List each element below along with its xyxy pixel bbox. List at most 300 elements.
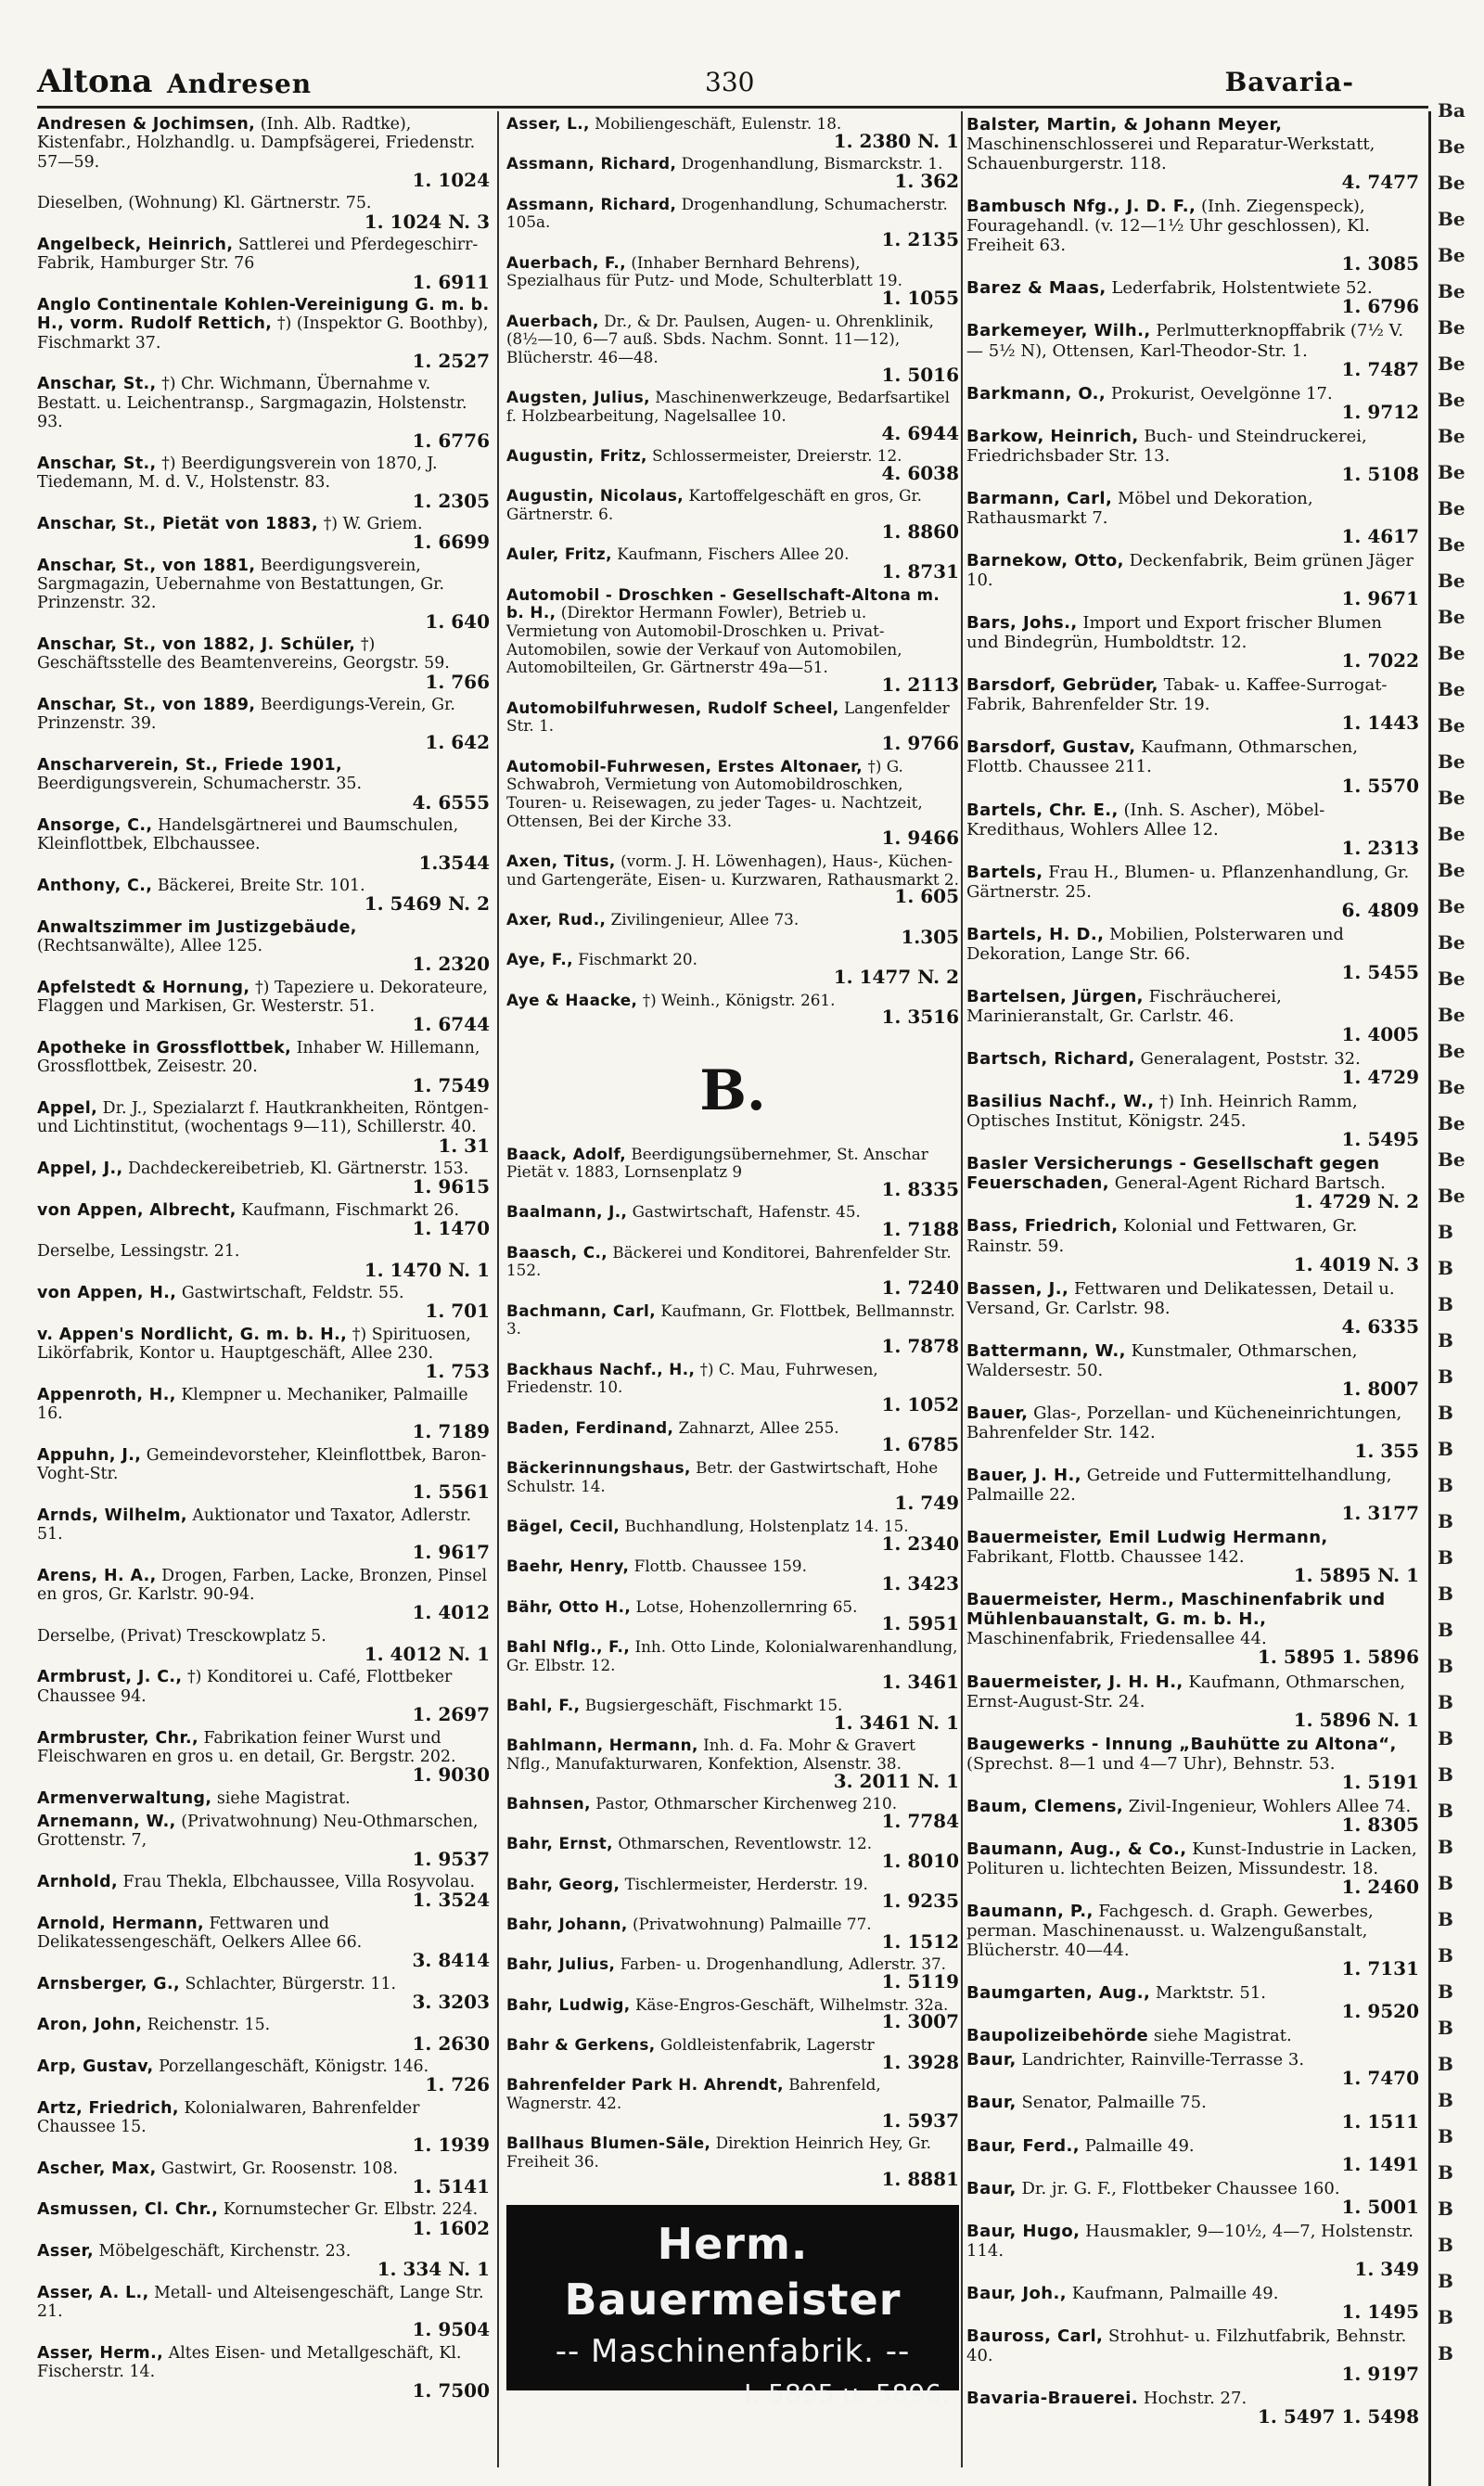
- directory-entry: [966, 321, 1419, 378]
- entry-name: Appel, J.,: [37, 1159, 123, 1178]
- directory-entry: [37, 557, 490, 631]
- directory-entry: [37, 1627, 490, 1664]
- directory-entry: [966, 115, 1419, 192]
- entry-name: Basilius Nachf., W.,: [966, 1092, 1155, 1112]
- entry-details: Inh. Otto Linde, Kolonialwarenhandlung, Gr. Elbstr. 12.: [506, 1636, 958, 1674]
- directory-entry: [506, 487, 959, 541]
- entry-details: †) Inh. Heinrich Ramm, Optisches Institut, Königstr. 245.: [966, 1092, 1358, 1132]
- telephone-number: 3. 2011 N. 1: [833, 1769, 959, 1792]
- telephone-number: 1.3544: [418, 851, 490, 874]
- entry-details: Buchhandlung, Holstenplatz 14. 15.: [624, 1516, 909, 1535]
- entry-name: Bahrenfelder Park H. Ahrendt,: [506, 2075, 784, 2095]
- entry-name: Bartels, Chr. E.,: [966, 800, 1119, 820]
- entry-name: Anschar, St., von 1889,: [37, 695, 256, 714]
- directory-entry: [966, 1049, 1419, 1087]
- edge-fragment: B: [1438, 2198, 1453, 2220]
- entry-details: Maschinenwerkzeuge, Bedarfsartikel f. Holzbearbeitung, Nagelsallee 10.: [506, 388, 951, 425]
- edge-fragment: Be: [1438, 1185, 1465, 1207]
- directory-entry: [37, 2016, 490, 2053]
- telephone-number: 1. 7240: [881, 1276, 959, 1300]
- directory-entry: [966, 1341, 1419, 1399]
- telephone-number: 1. 31: [438, 1134, 490, 1157]
- directory-entry: [37, 1567, 490, 1622]
- entry-details: Sattlerei und Pferdegeschirr-Fabrik, Hamburger Str. 76: [37, 236, 479, 274]
- directory-entry: [37, 756, 490, 812]
- entry-details: Strohhut- u. Filzhutfabrik, Behnstr. 40.: [966, 2326, 1407, 2366]
- directory-entry: [966, 1735, 1419, 1792]
- entry-details: Kartoffelgeschäft en gros, Gr. Gärtnerstr. 6.: [506, 486, 922, 524]
- directory-entry: [966, 1154, 1419, 1211]
- telephone-number: 1. 5895 1. 5896: [1258, 1646, 1419, 1669]
- entry-name: Anschar, St., von 1881,: [37, 556, 256, 575]
- directory-entry: [506, 1419, 959, 1454]
- entry-details: Derselbe, Lessingstr. 21.: [37, 1242, 240, 1262]
- telephone-number: 1. 2135: [881, 227, 959, 250]
- telephone-number: 1. 5191: [1341, 1770, 1419, 1793]
- telephone-number: 1. 2527: [412, 350, 490, 373]
- entry-name: Automobil-Fuhrwesen, Erstes Altonaer,: [506, 756, 864, 775]
- telephone-number: 1. 5469 N. 2: [364, 892, 490, 916]
- entry-name: Apotheke in Grossflottbek,: [37, 1038, 292, 1057]
- edge-fragment: Be: [1438, 895, 1465, 917]
- entry-name: Assmann, Richard,: [506, 154, 677, 173]
- telephone-number: 1. 726: [425, 2073, 490, 2096]
- directory-entry: [37, 1326, 490, 1381]
- telephone-number: 1. 9712: [1341, 400, 1419, 423]
- edge-fragment: B: [1438, 2017, 1453, 2039]
- entry-name: Asser, L.,: [506, 114, 590, 133]
- directory-entry: [506, 389, 959, 442]
- entry-name: Bahr, Georg,: [506, 1874, 620, 1893]
- directory-entry: [506, 1697, 959, 1732]
- directory-entry: [37, 1039, 490, 1095]
- entry-details: Fabrikant, Flottb. Chaussee 142.: [966, 1547, 1245, 1568]
- entry-details: Auktionator und Taxator, Adlerstr. 51.: [37, 1506, 472, 1544]
- entry-name: Automobilfuhrwesen, Rudolf Scheel,: [506, 698, 839, 717]
- entry-details: Porzellangeschäft, Königstr. 146.: [159, 2057, 429, 2076]
- edge-fragment: Be: [1438, 1040, 1465, 1062]
- edge-fragment: B: [1438, 1980, 1453, 2003]
- entry-details: †) Weinh., Königstr. 261.: [642, 990, 836, 1009]
- telephone-number: 1. 5016: [881, 363, 959, 386]
- edge-fragment: Be: [1438, 316, 1465, 339]
- telephone-number: 1. 7022: [1341, 649, 1419, 673]
- entry-details: Inhaber W. Hillemann, Grossflottbek, Zeisestr. 20.: [37, 1038, 480, 1077]
- edge-fragment: B: [1438, 2053, 1453, 2075]
- entry-details: Deckenfabrik, Beim grünen Jäger 10.: [966, 550, 1414, 591]
- telephone-number: 1. 4012: [412, 1601, 490, 1624]
- entry-details: (vorm. J. H. Löwenhagen), Haus-, Küchen- und Gartengeräte, Eisen- u. Kurzwaren, Rathausmarkt 2.: [506, 851, 959, 889]
- entry-name: Assmann, Richard,: [506, 194, 677, 213]
- entry-name: Backhaus Nachf., H.,: [506, 1359, 696, 1378]
- entry-details: Inh. d. Fa. Mohr & Gravert Nflg., Manufakturwaren, Konfektion, Alsenstr. 38.: [506, 1736, 915, 1773]
- telephone-number: 1. 3423: [881, 1571, 959, 1595]
- column-2: [506, 114, 959, 2410]
- entry-details: Reichenstr. 15.: [147, 2016, 271, 2035]
- entry-name: Barsdorf, Gustav,: [966, 737, 1136, 758]
- edge-fragment: Be: [1438, 280, 1465, 302]
- ad-subtitle: -- Maschinenfabrik. --: [555, 2333, 911, 2371]
- edge-fragment: Be: [1438, 642, 1465, 664]
- entry-details: Langenfelder Str. 1.: [506, 698, 950, 736]
- entry-details: Kaufmann, Othmarschen, Flottb. Chaussee 211.: [966, 737, 1358, 777]
- entry-details: †) Chr. Wichmann, Übernahme v. Bestatt. u. Leichentransp., Sargmagazin, Holstenstr. 93.: [37, 375, 467, 432]
- entry-name: Ansorge, C.,: [37, 816, 153, 836]
- entry-details: Senator, Palmaille 75.: [1021, 2093, 1207, 2113]
- edge-fragment: B: [1438, 1438, 1453, 1460]
- edge-fragment: B: [1438, 2125, 1453, 2147]
- entry-name: Bahl Nflg., F.,: [506, 1636, 631, 1656]
- edge-fragment: B: [1438, 1365, 1453, 1388]
- directory-entry: [506, 2134, 959, 2188]
- directory-entry: [506, 1795, 959, 1830]
- directory-entry: [966, 2179, 1419, 2217]
- directory-entry: [37, 918, 490, 974]
- directory-entry: [506, 852, 959, 906]
- entry-name: Bass, Friedrich,: [966, 1216, 1119, 1237]
- entry-name: Augustin, Nicolaus,: [506, 486, 684, 506]
- entry-name: Anthony, C.,: [37, 877, 153, 896]
- entry-details: Frau H., Blumen- u. Pflanzenhandlung, Gr. Gärtnerstr. 25.: [966, 862, 1410, 902]
- entry-name: Bäckerinnungshaus,: [506, 1458, 691, 1477]
- entry-name: Baupolizeibehörde: [966, 2026, 1149, 2046]
- directory-entry: [506, 1955, 959, 1991]
- telephone-number: 1. 9520: [1341, 2000, 1419, 2023]
- telephone-number: 4. 6038: [881, 461, 959, 484]
- directory-entry: [37, 1729, 490, 1785]
- entry-details: Palmaille 49.: [1084, 2135, 1195, 2156]
- directory-entry: [37, 1915, 490, 1970]
- entry-details: Mobiliengeschäft, Eulenstr. 18.: [595, 114, 842, 133]
- entry-name: von Appen, Albrecht,: [37, 1200, 237, 1220]
- entry-details: †) C. Mau, Fuhrwesen, Friedenstr. 10.: [506, 1359, 878, 1397]
- entry-name: Auler, Fritz,: [506, 545, 612, 564]
- telephone-number: 1. 642: [425, 730, 490, 753]
- telephone-number: 1. 1470 N. 1: [364, 1258, 490, 1281]
- directory-entry: [506, 1518, 959, 1553]
- entry-details: (Sprechst. 8—1 und 4—7 Uhr), Behnstr. 53.: [966, 1753, 1336, 1774]
- directory-entry: [506, 586, 959, 695]
- telephone-number: 1. 6911: [412, 270, 490, 293]
- telephone-number: 1. 3461: [881, 1671, 959, 1694]
- telephone-number: 1. 5895 N. 1: [1293, 1564, 1419, 1587]
- entry-name: Aye & Haacke,: [506, 990, 638, 1009]
- entry-details: †) (Inspektor G. Boothby), Fischmarkt 37.: [37, 314, 489, 352]
- entry-details: Buch- und Steindruckerei, Friedrichsbader Str. 13.: [966, 426, 1367, 466]
- entry-details: Fabrikation feiner Wurst und Fleischwaren en gros u. en detail, Gr. Bergstr. 202.: [37, 1728, 456, 1766]
- directory-entry: [506, 699, 959, 753]
- directory-entry: [506, 545, 959, 581]
- directory-entry: [37, 1160, 490, 1197]
- entry-details: Bugsiergeschäft, Fischmarkt 15.: [584, 1695, 843, 1714]
- directory-entry: [506, 758, 959, 848]
- telephone-number: 1. 4729: [1341, 1066, 1419, 1089]
- directory-entry: [506, 1996, 959, 2031]
- edge-fragment: Be: [1438, 208, 1465, 230]
- entry-details: Zahnarzt, Allee 255.: [678, 1417, 839, 1437]
- directory-entry: [506, 2076, 959, 2130]
- telephone-number: 4. 6335: [1341, 1314, 1419, 1338]
- telephone-number: 1. 9197: [1341, 2363, 1419, 2386]
- telephone-number: 1. 7549: [412, 1073, 490, 1096]
- page-edge-divider: [1428, 111, 1431, 2486]
- entry-name: Appenroth, H.,: [37, 1385, 176, 1404]
- page-header: [37, 63, 1354, 109]
- entry-name: Anschar, St.,: [37, 454, 157, 473]
- entry-name: Barkow, Heinrich,: [966, 426, 1139, 446]
- directory-entry: [37, 979, 490, 1034]
- directory-entry: [37, 236, 490, 291]
- entry-name: Aye, F.,: [506, 950, 573, 969]
- edge-fragment: B: [1438, 1402, 1453, 1424]
- entry-details: Beerdigungsverein, Schumacherstr. 35.: [37, 775, 362, 794]
- entry-details: Flottb. Chaussee 159.: [633, 1557, 807, 1576]
- entry-name: Anschar, St.,: [37, 375, 157, 394]
- ad-telephone: I. 5895 u. 5896.: [744, 2378, 950, 2410]
- entry-name: Bahr, Ernst,: [506, 1834, 613, 1853]
- edge-fragment: B: [1438, 1619, 1453, 1641]
- edge-fragment: B: [1438, 2234, 1453, 2256]
- telephone-number: 1. 8881: [881, 2167, 959, 2190]
- telephone-number: 1. 5951: [881, 1612, 959, 1635]
- directory-entry: [506, 1834, 959, 1873]
- directory-entry: [37, 1446, 490, 1502]
- telephone-number: 1. 3085: [1341, 252, 1419, 276]
- directory-entry: [37, 1386, 490, 1442]
- telephone-number: 1. 4019 N. 3: [1293, 1252, 1419, 1275]
- entry-details: Schlossermeister, Dreierstr. 12.: [652, 446, 902, 466]
- entry-name: Armbruster, Chr.,: [37, 1728, 198, 1748]
- directory-entry: [37, 1813, 490, 1868]
- edge-fragment: Be: [1438, 859, 1465, 881]
- edge-fragment: Be: [1438, 497, 1465, 519]
- entry-details: Fettwaren und Delikatessen, Detail u. Versand, Gr. Carlstr. 98.: [966, 1278, 1395, 1318]
- directory-entry: [506, 1638, 959, 1692]
- telephone-number: 1. 5896 N. 1: [1293, 1708, 1419, 1731]
- entry-name: Appel,: [37, 1098, 98, 1118]
- directory-entry: [506, 1361, 959, 1415]
- entry-details: †) Geschäftsstelle des Beamtenvereins, Georgstr. 59.: [37, 634, 450, 673]
- entry-name: Arnemann, W.,: [37, 1812, 176, 1831]
- entry-details: Möbel und Dekoration, Rathausmarkt 7.: [966, 488, 1313, 528]
- telephone-number: 1. 1055: [881, 286, 959, 309]
- edge-fragment: Be: [1438, 714, 1465, 737]
- directory-entry: [506, 1244, 959, 1298]
- edge-fragment: Be: [1438, 823, 1465, 845]
- directory-entry: [966, 1279, 1419, 1337]
- entry-details: †) Spirituosen, Likörfabrik, Kontor u. Hauptgeschäft, Allee 230.: [37, 1325, 471, 1363]
- entry-name: Battermann, W.,: [966, 1340, 1126, 1361]
- entry-name: Arp, Gustav,: [37, 2057, 154, 2076]
- telephone-number: 1. 349: [1354, 2257, 1419, 2280]
- entry-details: Prokurist, Oevelgönne 17.: [1110, 383, 1333, 404]
- directory-entry: [966, 2326, 1419, 2384]
- entry-details: Kaufmann, Palmaille 49.: [1071, 2283, 1279, 2303]
- entry-name: Arnhold,: [37, 1872, 118, 1891]
- directory-entry: [37, 296, 490, 373]
- next-page-edge: [1438, 93, 1484, 2372]
- entry-name: Apfelstedt & Hornung,: [37, 978, 250, 997]
- entry-name: Basler Versicherungs - Gesellschaft gegen Feuerschaden,: [966, 1154, 1380, 1194]
- edge-fragment: B: [1438, 1727, 1453, 1749]
- entry-name: Bahlmann, Hermann,: [506, 1736, 698, 1755]
- entry-details: Mobilien, Polsterwaren und Dekoration, Lange Str. 66.: [966, 924, 1344, 964]
- telephone-number: 1. 355: [1354, 1440, 1419, 1462]
- telephone-number: 1. 6744: [412, 1013, 490, 1036]
- entry-name: Asser, A. L.,: [37, 2283, 149, 2302]
- entry-details: Drogenhandlung, Schumacherstr. 105a.: [506, 194, 948, 232]
- telephone-number: 3. 3203: [412, 1990, 490, 2013]
- directory-entry: [966, 1672, 1419, 1730]
- entry-details: Goldleistenfabrik, Lagerstr: [659, 2035, 875, 2055]
- directory-entry: [506, 1736, 959, 1790]
- entry-name: Bahr & Gerkens,: [506, 2035, 656, 2055]
- entry-name: Baur,: [966, 2050, 1017, 2070]
- entry-details: Perlmutterknopffabrik (7½ V. — 5½ N), Ottensen, Karl-Theodor-Str. 1.: [966, 321, 1404, 361]
- entry-details: (Inhaber Bernhard Behrens), Spezialhaus für Putz- und Mode, Schulterblatt 19.: [506, 252, 902, 290]
- directory-entry: [506, 1146, 959, 1199]
- entry-details: Othmarschen, Reventlowstr. 12.: [618, 1834, 873, 1853]
- entry-details: Beerdigungsübernehmer, St. Anschar Pietät v. 1883, Lornsenplatz 9: [506, 1144, 928, 1182]
- edge-fragment: B: [1438, 1908, 1453, 1930]
- entry-details: Altes Eisen- und Metallgeschäft, Kl. Fischerstr. 14.: [37, 2343, 462, 2382]
- directory-entry: [506, 196, 959, 250]
- directory-entry: [37, 2284, 490, 2339]
- entry-details: Lederfabrik, Holstentwiete 52.: [1111, 278, 1373, 299]
- entry-details: Hochstr. 27.: [1143, 2389, 1247, 2409]
- entry-name: Bähr, Otto H.,: [506, 1596, 632, 1616]
- entry-name: Bauer, J. H.,: [966, 1466, 1081, 1486]
- page-number: 330: [705, 67, 755, 97]
- telephone-number: 1. 3516: [881, 1006, 959, 1029]
- directory-entry: [966, 737, 1419, 795]
- telephone-number: 1. 4012 N. 1: [364, 1643, 490, 1666]
- entry-name: Baur, Hugo,: [966, 2221, 1081, 2241]
- directory-entry: [966, 675, 1419, 733]
- entry-name: Anglo Continentale Kohlen-Vereinigung G. m. b. H., vorm. Rudolf Rettich,: [37, 296, 490, 334]
- entry-details: †) Konditorei u. Café, Flottbeker Chaussee 94.: [37, 1668, 453, 1706]
- edge-fragment: Be: [1438, 750, 1465, 773]
- telephone-number: 1. 5119: [881, 1970, 959, 1993]
- directory-entry: [966, 987, 1419, 1044]
- entry-details: †) Beerdigungsverein von 1870, J. Tiedemann, M. d. V., Holstenstr. 83.: [37, 454, 438, 493]
- telephone-number: 1. 1443: [1341, 711, 1419, 735]
- entry-details: Gastwirtschaft, Feldstr. 55.: [181, 1283, 404, 1302]
- edge-fragment: B: [1438, 1655, 1453, 1677]
- entry-name: Baasch, C.,: [506, 1242, 608, 1262]
- entry-details: Tabak- u. Kaffee-Surrogat-Fabrik, Bahrenfelder Str. 19.: [966, 675, 1388, 715]
- edge-fragment: Ba: [1438, 99, 1465, 122]
- directory-entry: [966, 1466, 1419, 1523]
- edge-fragment: B: [1438, 1474, 1453, 1496]
- telephone-number: 1. 5455: [1341, 960, 1419, 983]
- telephone-number: 1. 2697: [412, 1703, 490, 1726]
- telephone-number: 1. 8305: [1341, 1813, 1419, 1836]
- entry-name: Bauermeister, Emil Ludwig Hermann,: [966, 1528, 1328, 1548]
- edge-fragment: B: [1438, 1800, 1453, 1822]
- directory-entry: [37, 1668, 490, 1724]
- entry-name: Bahr, Julius,: [506, 1954, 616, 1974]
- telephone-number: 1. 5497 1. 5498: [1258, 2405, 1419, 2428]
- entry-details: Kornumstecher Gr. Elbstr. 224.: [223, 2200, 479, 2220]
- directory-entry: [966, 613, 1419, 671]
- telephone-number: 1. 7470: [1341, 2067, 1419, 2090]
- entry-details: Kolonialwaren, Bahrenfelder Chaussee 15.: [37, 2098, 420, 2137]
- header-last-name: Bavaria-: [1224, 67, 1354, 97]
- telephone-number: 1. 2340: [881, 1531, 959, 1555]
- telephone-number: 1. 2305: [412, 489, 490, 512]
- telephone-number: 1. 3007: [881, 2010, 959, 2033]
- entry-details: (Inh. Alb. Radtke), Kistenfabr., Holzhandlg. u. Dampfsägerei, Friedenstr. 57—59.: [37, 115, 476, 172]
- entry-details: Möbelgeschäft, Kirchenstr. 23.: [98, 2242, 352, 2262]
- entry-name: Anschar, St., Pietät von 1883,: [37, 514, 319, 533]
- entry-name: Baur, Joh.,: [966, 2283, 1067, 2303]
- entry-details: (Rechtsanwälte), Allee 125.: [37, 937, 263, 956]
- entry-details: Zivilingenieur, Allee 73.: [610, 909, 800, 929]
- edge-fragment: B: [1438, 2089, 1453, 2111]
- telephone-number: 1. 9617: [412, 1541, 490, 1564]
- telephone-number: 1. 6785: [881, 1433, 959, 1456]
- entry-name: Baur, Ferd.,: [966, 2135, 1081, 2156]
- entry-details: Gastwirt, Gr. Roosenstr. 108.: [161, 2159, 399, 2178]
- entry-details: (Inh. S. Ascher), Möbel-Kredithaus, Wohlers Allee 12.: [966, 800, 1325, 839]
- edge-fragment: Be: [1438, 425, 1465, 447]
- telephone-number: 1. 701: [425, 1300, 490, 1323]
- directory-entry: [506, 1459, 959, 1513]
- telephone-number: 1. 4005: [1341, 1023, 1419, 1046]
- entry-details: siehe Magistrat.: [1153, 2026, 1292, 2046]
- directory-entry: [966, 384, 1419, 422]
- entry-name: Bauermeister, Herm., Maschinenfabrik und Mühlenbauanstalt, G. m. b. H.,: [966, 1590, 1386, 1630]
- entry-details: Bahrenfeld, Wagnerstr. 42.: [506, 2075, 881, 2112]
- telephone-number: 1. 1024: [412, 169, 490, 192]
- edge-fragment: Be: [1438, 1148, 1465, 1171]
- section-letter: B.: [699, 1057, 766, 1123]
- directory-entry: [506, 1916, 959, 1951]
- edge-fragment: Be: [1438, 389, 1465, 411]
- entry-details: Schlachter, Bürgerstr. 11.: [185, 1974, 397, 1993]
- entry-details: Kunst-Industrie in Lacken, Polituren u. lichtechten Beizen, Missundestr. 18.: [966, 1839, 1417, 1878]
- telephone-number: 1. 362: [894, 169, 959, 192]
- entry-name: Balster, Martin, & Johann Meyer,: [966, 115, 1283, 135]
- entry-name: Ballhaus Blumen-Säle,: [506, 2134, 711, 2153]
- directory-entry: [506, 911, 959, 946]
- entry-name: Bartels,: [966, 862, 1043, 882]
- telephone-number: 1. 3524: [412, 1889, 490, 1912]
- directory-entry: [506, 1876, 959, 1911]
- entry-name: Automobil - Droschken - Gesellschaft-Altona m. b. H.,: [506, 584, 940, 622]
- entry-name: Bahnsen,: [506, 1794, 591, 1813]
- entry-details: Generalagent, Poststr. 32.: [1140, 1049, 1361, 1070]
- edge-fragment: Be: [1438, 1112, 1465, 1134]
- edge-fragment: Be: [1438, 135, 1465, 158]
- entry-name: von Appen, H.,: [37, 1283, 177, 1302]
- edge-fragment: Be: [1438, 787, 1465, 809]
- entry-name: Bars, Johs.,: [966, 613, 1078, 634]
- telephone-number: 1. 1491: [1341, 2152, 1419, 2175]
- directory-entry: [966, 1902, 1419, 1979]
- telephone-number: 1. 8335: [881, 1177, 959, 1200]
- edge-fragment: B: [1438, 1293, 1453, 1315]
- entry-name: Arnds, Wilhelm,: [37, 1506, 187, 1525]
- entry-details: Fettwaren und Delikatessengeschäft, Oelkers Allee 66.: [37, 1914, 363, 1952]
- entry-name: Barsdorf, Gebrüder,: [966, 675, 1158, 696]
- entry-name: Baur,: [966, 2178, 1017, 2198]
- edge-fragment: B: [1438, 2161, 1453, 2184]
- telephone-number: 1. 7188: [881, 1218, 959, 1241]
- telephone-number: 1. 605: [894, 885, 959, 908]
- entry-name: Asser, Herm.,: [37, 2343, 164, 2363]
